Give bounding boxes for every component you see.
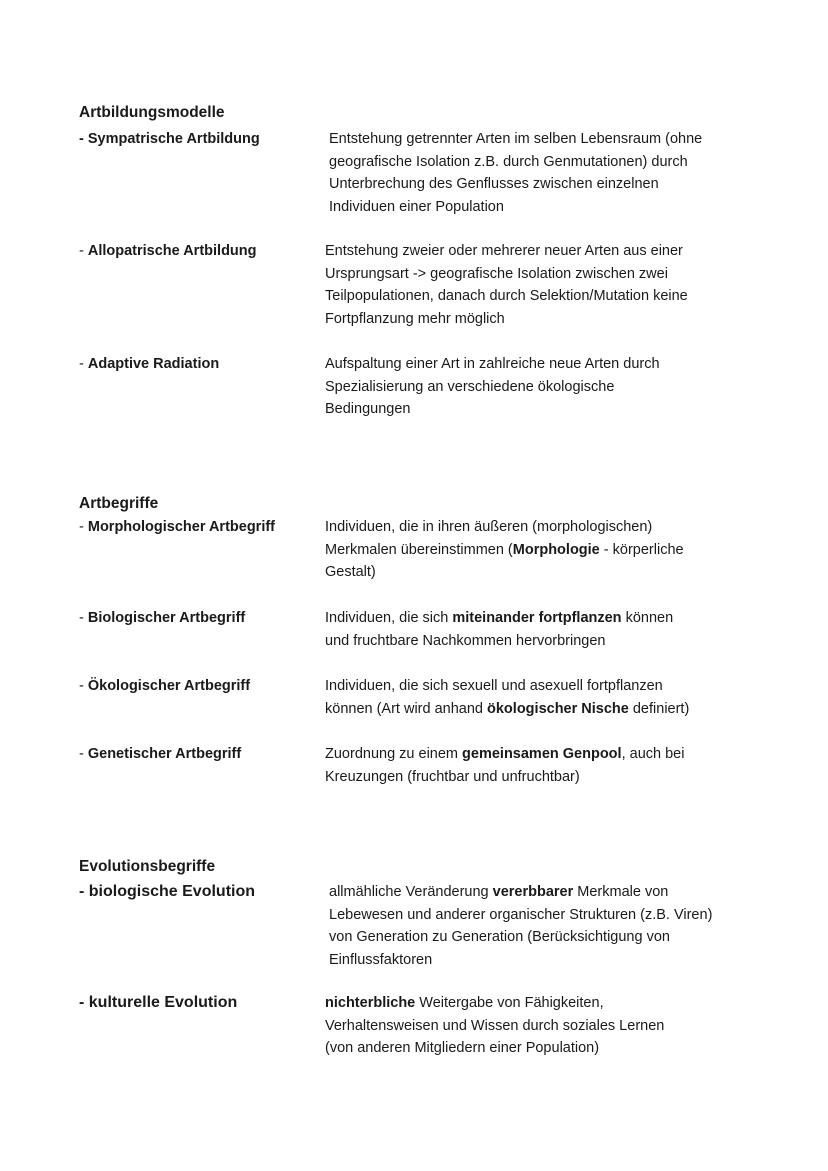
definition-line: Zuordnung zu einem gemeinsamen Genpool, auch bei: [325, 746, 685, 762]
emphasis: nichterbliche: [325, 995, 416, 1011]
definition-line: und fruchtbare Nachkommen hervorbringen: [325, 632, 606, 649]
definition-genetischer-artbegriff: [325, 743, 684, 788]
definition-morphologischer-artbegriff: [325, 516, 684, 584]
term-allopatrische-artbildung: - Allopatrische Artbildung: [79, 243, 257, 259]
emphasis: Morphologie: [512, 541, 600, 558]
definition-line: Bedingungen: [325, 401, 411, 417]
definition-line: (von anderen Mitgliedern einer Population): [325, 1040, 600, 1056]
definition-line: allmähliche Veränderung vererbbarer Merkmale von: [329, 884, 669, 900]
definition-line: von Generation zu Generation (Berücksichtigung von: [329, 929, 670, 945]
definition-line: Individuen, die in ihren äußeren (morphologischen): [325, 519, 653, 535]
definition-line: Gestalt): [325, 564, 376, 580]
definition-line: geografische Isolation z.B. durch Genmutationen) durch: [329, 153, 688, 170]
term-genetischer-artbegriff: - Genetischer Artbegriff: [79, 746, 242, 762]
definition-line: Unterbrechung des Genflusses zwischen einzelnen: [329, 176, 659, 192]
definition-line: können (Art wird anhand ökologischer Nische definiert): [325, 700, 690, 717]
term-biologischer-artbegriff: - Biologischer Artbegriff: [79, 610, 246, 626]
section-heading-evolutionsbegriffe: Evolutionsbegriffe: [79, 858, 216, 875]
definition-line: nichterbliche Weitergabe von Fähigkeiten,: [325, 995, 604, 1011]
definition-line: Lebewesen und anderer organischer Strukturen (z.B. Viren): [329, 906, 713, 923]
emphasis: gemeinsamen Genpool: [462, 746, 622, 762]
definition-biologischer-artbegriff: [325, 607, 673, 652]
definition-line: Verhaltensweisen und Wissen durch soziales Lernen: [325, 1017, 665, 1034]
definition-biologische-evolution: [329, 881, 712, 971]
term-oekologischer-artbegriff: - Ökologischer Artbegriff: [79, 678, 251, 694]
definition-adaptive-radiation: [325, 353, 660, 421]
definition-line: Entstehung zweier oder mehrerer neuer Arten aus einer: [325, 243, 683, 259]
emphasis: miteinander fortpflanzen: [452, 610, 622, 626]
section-heading-artbegriffe: Artbegriffe: [79, 495, 159, 512]
term-biologische-evolution: - biologische Evolution: [79, 883, 256, 900]
term-kulturelle-evolution: - kulturelle Evolution: [79, 994, 238, 1011]
emphasis: ökologischer Nische: [487, 700, 629, 717]
definition-line: Merkmalen übereinstimmen (Morphologie - körperliche: [325, 541, 684, 558]
definition-oekologischer-artbegriff: [325, 675, 689, 720]
definition-line: Kreuzungen (fruchtbar und unfruchtbar): [325, 768, 580, 785]
definition-line: Individuen, die sich miteinander fortpflanzen können: [325, 610, 674, 626]
definition-sympatrische-artbildung: [329, 128, 702, 218]
section-heading-artbildungsmodelle: Artbildungsmodelle: [79, 104, 225, 121]
definition-allopatrische-artbildung: [325, 240, 688, 330]
definition-line: Teilpopulationen, danach durch Selektion/Mutation keine: [325, 288, 688, 304]
definition-line: Aufspaltung einer Art in zahlreiche neue Arten durch: [325, 356, 660, 372]
term-sympatrische-artbildung: - Sympatrische Artbildung: [79, 131, 260, 147]
definition-line: Individuen einer Population: [329, 198, 504, 215]
definition-line: Ursprungsart -> geografische Isolation zwischen zwei: [325, 265, 668, 282]
emphasis: vererbbarer: [492, 884, 574, 900]
definition-line: Individuen, die sich sexuell und asexuell fortpflanzen: [325, 678, 663, 694]
definition-line: Fortpflanzung mehr möglich: [325, 310, 505, 327]
definition-line: Spezialisierung an verschiedene ökologische: [325, 378, 615, 395]
definition-line: Entstehung getrennter Arten im selben Lebensraum (ohne: [329, 131, 703, 147]
term-morphologischer-artbegriff: - Morphologischer Artbegriff: [79, 519, 276, 535]
definition-line: Einflussfaktoren: [329, 951, 433, 968]
term-adaptive-radiation: - Adaptive Radiation: [79, 356, 220, 372]
definition-kulturelle-evolution: [325, 992, 664, 1060]
